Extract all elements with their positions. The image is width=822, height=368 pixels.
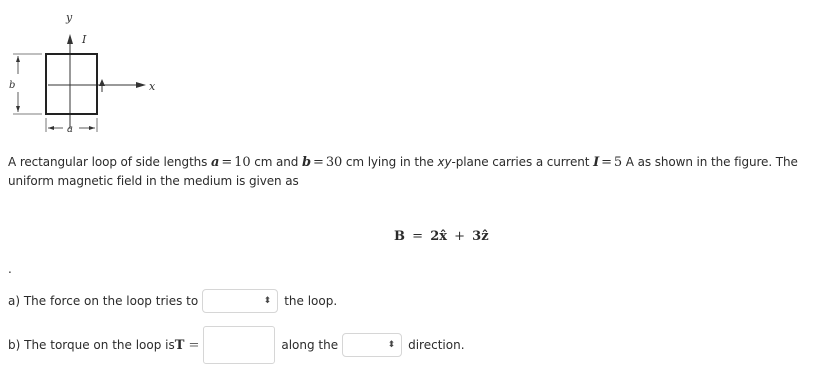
problem-text-1: A rectangular loop of side lengths — [8, 155, 212, 169]
question-b-prefix: b) The torque on the loop is — [8, 338, 175, 352]
equation-plus: + — [454, 229, 466, 244]
equals-sign: = — [601, 155, 612, 170]
x-axis-label: x — [149, 80, 156, 93]
question-b-along: along the — [281, 338, 339, 352]
problem-text-3: cm lying in the — [342, 155, 438, 169]
question-a-suffix: the loop. — [284, 294, 338, 308]
question-b — [8, 326, 465, 364]
problem-text-2: cm and — [250, 155, 303, 169]
y-axis-arrow-icon — [67, 34, 73, 44]
equation-equals: = — [412, 229, 424, 244]
var-b: b — [302, 155, 312, 170]
select-arrows-icon: ⬍ — [263, 296, 272, 306]
question-a-prefix: a) The force on the loop tries to — [8, 294, 199, 308]
problem-text-5: A as shown in the figure. The uniform magnetic field in the medium is given as — [8, 155, 798, 188]
side-a-label: a — [67, 124, 73, 135]
torque-direction-select[interactable] — [342, 333, 402, 357]
a-dim-left-arrow-icon — [48, 126, 54, 130]
problem-statement — [8, 153, 818, 191]
magnetic-field-equation — [394, 229, 489, 244]
plane-label: xy — [437, 155, 452, 169]
y-axis-label: y — [66, 11, 73, 24]
current-label: I — [82, 33, 87, 46]
b-dim-up-arrow-icon — [16, 56, 20, 62]
current-direction-arrow-icon — [99, 79, 105, 86]
value-i: 5 — [613, 155, 623, 170]
field-term-x: 2x̂ — [430, 229, 447, 244]
question-b-suffix: direction. — [408, 338, 465, 352]
b-dim-down-arrow-icon — [16, 106, 20, 112]
a-dim-right-arrow-icon — [89, 126, 95, 130]
dot-marker: . — [8, 262, 12, 276]
side-b-label: b — [9, 80, 16, 91]
select-arrows-icon: ⬍ — [387, 340, 396, 350]
x-axis-arrow-icon — [136, 82, 146, 88]
var-i: I — [593, 155, 600, 170]
equals-sign: = — [221, 155, 233, 170]
loop-figure — [6, 4, 176, 144]
torque-equals: = — [188, 337, 200, 353]
torque-symbol: T — [174, 337, 185, 353]
equals-sign: = — [313, 155, 324, 170]
loop-diagram — [6, 4, 176, 144]
problem-text-4: -plane carries a current — [451, 155, 594, 169]
value-a: 10 — [234, 155, 251, 170]
field-symbol: B — [394, 229, 405, 244]
torque-magnitude-input[interactable] — [203, 326, 275, 364]
field-term-z: 3ẑ — [472, 229, 489, 244]
question-a — [8, 289, 337, 313]
var-a: a — [211, 155, 220, 170]
force-effect-select[interactable] — [202, 289, 278, 313]
current-loop — [46, 54, 97, 114]
value-b: 30 — [325, 155, 343, 170]
